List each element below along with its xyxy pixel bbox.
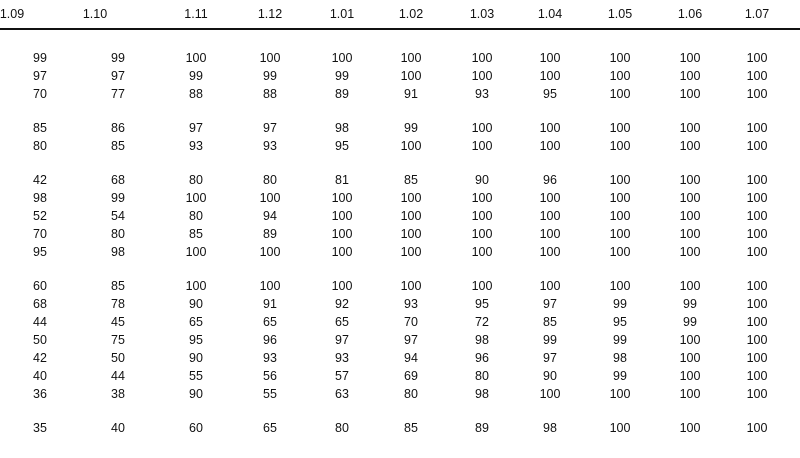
table-cell: 100 xyxy=(259,279,281,293)
table-cell: 95 xyxy=(189,333,203,347)
table-cell: 100 xyxy=(679,139,701,153)
column-header: 1.10 xyxy=(82,7,108,21)
table-cell: 90 xyxy=(189,351,203,365)
table-cell: 70 xyxy=(33,87,47,101)
table-row xyxy=(0,244,800,262)
table-cell: 85 xyxy=(404,173,418,187)
table-cell: 100 xyxy=(679,191,701,205)
table-cell: 42 xyxy=(33,351,47,365)
table-cell: 68 xyxy=(111,173,125,187)
table-cell: 100 xyxy=(471,69,493,83)
table-cell: 100 xyxy=(679,333,701,347)
table-row xyxy=(0,296,800,314)
table-cell: 63 xyxy=(335,387,349,401)
table-row xyxy=(0,420,800,438)
table-cell: 93 xyxy=(189,139,203,153)
table-row xyxy=(0,190,800,208)
table-cell: 97 xyxy=(543,351,557,365)
table-cell: 98 xyxy=(613,351,627,365)
table-cell: 100 xyxy=(679,173,701,187)
table-cell: 100 xyxy=(746,245,768,259)
column-header: 1.02 xyxy=(398,7,424,21)
table-cell: 78 xyxy=(111,297,125,311)
table-cell: 97 xyxy=(543,297,557,311)
table-cell: 36 xyxy=(33,387,47,401)
table-cell: 100 xyxy=(471,121,493,135)
table-cell: 100 xyxy=(400,209,422,223)
table-cell: 100 xyxy=(471,279,493,293)
table-cell: 100 xyxy=(400,69,422,83)
table-cell: 55 xyxy=(263,387,277,401)
table-cell: 100 xyxy=(471,227,493,241)
table-cell: 44 xyxy=(111,369,125,383)
table-cell: 99 xyxy=(683,315,697,329)
table-cell: 52 xyxy=(33,209,47,223)
table-row xyxy=(0,350,800,368)
table-row xyxy=(0,226,800,244)
table-cell: 100 xyxy=(746,139,768,153)
table-cell: 80 xyxy=(111,227,125,241)
table-cell: 80 xyxy=(263,173,277,187)
table-cell: 100 xyxy=(746,351,768,365)
table-cell: 96 xyxy=(543,173,557,187)
table-cell: 100 xyxy=(539,387,561,401)
table-row xyxy=(0,138,800,156)
table-cell: 85 xyxy=(404,421,418,435)
table-cell: 86 xyxy=(111,121,125,135)
table-cell: 85 xyxy=(33,121,47,135)
table-cell: 100 xyxy=(679,387,701,401)
table-row xyxy=(0,208,800,226)
column-header: 1.09 xyxy=(0,7,25,21)
table-cell: 100 xyxy=(185,245,207,259)
table-row xyxy=(0,50,800,68)
table-cell: 100 xyxy=(539,191,561,205)
table-cell: 70 xyxy=(404,315,418,329)
table-cell: 100 xyxy=(746,209,768,223)
table-cell: 100 xyxy=(400,227,422,241)
table-cell: 80 xyxy=(475,369,489,383)
table-cell: 93 xyxy=(263,351,277,365)
table-cell: 75 xyxy=(111,333,125,347)
table-cell: 90 xyxy=(189,297,203,311)
table-cell: 100 xyxy=(746,87,768,101)
table-cell: 100 xyxy=(539,245,561,259)
table-row xyxy=(0,120,800,138)
table-cell: 96 xyxy=(475,351,489,365)
table-cell: 91 xyxy=(404,87,418,101)
column-header: 1.07 xyxy=(744,7,770,21)
table-cell: 97 xyxy=(335,333,349,347)
table-cell: 89 xyxy=(335,87,349,101)
table-cell: 91 xyxy=(263,297,277,311)
table-cell: 100 xyxy=(331,245,353,259)
table-cell: 88 xyxy=(263,87,277,101)
table-cell: 85 xyxy=(111,279,125,293)
table-cell: 54 xyxy=(111,209,125,223)
table-header-row xyxy=(0,6,800,24)
table-cell: 99 xyxy=(263,69,277,83)
table-cell: 100 xyxy=(331,51,353,65)
table-cell: 100 xyxy=(259,245,281,259)
table-cell: 100 xyxy=(539,227,561,241)
table-cell: 100 xyxy=(331,279,353,293)
table-cell: 100 xyxy=(679,421,701,435)
table-row xyxy=(0,332,800,350)
table-cell: 100 xyxy=(609,69,631,83)
table-cell: 69 xyxy=(404,369,418,383)
table-cell: 90 xyxy=(475,173,489,187)
table-cell: 88 xyxy=(189,87,203,101)
table-cell: 99 xyxy=(613,297,627,311)
column-header: 1.12 xyxy=(257,7,283,21)
table-cell: 100 xyxy=(400,245,422,259)
table-row xyxy=(0,368,800,386)
table-cell: 94 xyxy=(404,351,418,365)
table-cell: 97 xyxy=(111,69,125,83)
table-cell: 100 xyxy=(185,279,207,293)
table-cell: 100 xyxy=(609,51,631,65)
table-cell: 100 xyxy=(746,191,768,205)
table-cell: 65 xyxy=(263,421,277,435)
table-cell: 100 xyxy=(539,121,561,135)
table-row xyxy=(0,172,800,190)
table-cell: 100 xyxy=(746,173,768,187)
table-cell: 99 xyxy=(189,69,203,83)
table-cell: 100 xyxy=(609,191,631,205)
table-cell: 100 xyxy=(471,209,493,223)
table-cell: 98 xyxy=(475,387,489,401)
table-cell: 89 xyxy=(263,227,277,241)
table-cell: 100 xyxy=(746,315,768,329)
table-cell: 98 xyxy=(335,121,349,135)
table-cell: 40 xyxy=(111,421,125,435)
table-cell: 98 xyxy=(33,191,47,205)
table-cell: 40 xyxy=(33,369,47,383)
table-row xyxy=(0,86,800,104)
table-cell: 100 xyxy=(746,333,768,347)
table-cell: 80 xyxy=(404,387,418,401)
table-cell: 95 xyxy=(543,87,557,101)
table-cell: 100 xyxy=(679,51,701,65)
table-cell: 100 xyxy=(471,191,493,205)
table-cell: 100 xyxy=(679,245,701,259)
table-cell: 55 xyxy=(189,369,203,383)
table-row xyxy=(0,314,800,332)
table-cell: 100 xyxy=(259,51,281,65)
table-cell: 100 xyxy=(679,279,701,293)
table-cell: 60 xyxy=(189,421,203,435)
table-cell: 100 xyxy=(331,191,353,205)
table-cell: 100 xyxy=(609,245,631,259)
table-cell: 100 xyxy=(609,139,631,153)
table-cell: 100 xyxy=(679,69,701,83)
table-cell: 95 xyxy=(335,139,349,153)
table-cell: 100 xyxy=(539,69,561,83)
table-cell: 72 xyxy=(475,315,489,329)
table-cell: 85 xyxy=(189,227,203,241)
table-cell: 100 xyxy=(331,209,353,223)
column-header: 1.06 xyxy=(677,7,703,21)
table-cell: 100 xyxy=(539,279,561,293)
table-cell: 45 xyxy=(111,315,125,329)
table-cell: 100 xyxy=(679,121,701,135)
table-cell: 100 xyxy=(331,227,353,241)
table-cell: 100 xyxy=(259,191,281,205)
table-cell: 92 xyxy=(335,297,349,311)
table-cell: 68 xyxy=(33,297,47,311)
table-cell: 100 xyxy=(609,173,631,187)
table-cell: 93 xyxy=(263,139,277,153)
table-cell: 96 xyxy=(263,333,277,347)
table-cell: 65 xyxy=(263,315,277,329)
table-row xyxy=(0,386,800,404)
table-cell: 100 xyxy=(400,191,422,205)
table-cell: 100 xyxy=(746,121,768,135)
table-cell: 85 xyxy=(543,315,557,329)
table-cell: 77 xyxy=(111,87,125,101)
table-cell: 89 xyxy=(475,421,489,435)
table-cell: 90 xyxy=(543,369,557,383)
table-cell: 100 xyxy=(609,227,631,241)
table-cell: 100 xyxy=(746,387,768,401)
table-cell: 100 xyxy=(539,209,561,223)
table-cell: 93 xyxy=(335,351,349,365)
table-cell: 38 xyxy=(111,387,125,401)
table-cell: 100 xyxy=(746,69,768,83)
table-cell: 100 xyxy=(746,297,768,311)
table-cell: 100 xyxy=(471,245,493,259)
table-row xyxy=(0,68,800,86)
table-cell: 85 xyxy=(111,139,125,153)
table-cell: 81 xyxy=(335,173,349,187)
table-cell: 50 xyxy=(111,351,125,365)
table-cell: 99 xyxy=(111,191,125,205)
table-cell: 100 xyxy=(185,51,207,65)
table-cell: 100 xyxy=(539,139,561,153)
table-cell: 90 xyxy=(189,387,203,401)
table-cell: 80 xyxy=(189,209,203,223)
column-header: 1.11 xyxy=(184,7,208,21)
column-header: 1.05 xyxy=(607,7,633,21)
table-cell: 99 xyxy=(33,51,47,65)
table-cell: 42 xyxy=(33,173,47,187)
table-cell: 100 xyxy=(609,87,631,101)
table-cell: 97 xyxy=(263,121,277,135)
table-cell: 98 xyxy=(111,245,125,259)
table-cell: 56 xyxy=(263,369,277,383)
table-cell: 100 xyxy=(609,387,631,401)
table-cell: 93 xyxy=(404,297,418,311)
table-cell: 100 xyxy=(679,209,701,223)
table-row xyxy=(0,278,800,296)
table-cell: 95 xyxy=(475,297,489,311)
table-cell: 94 xyxy=(263,209,277,223)
table-cell: 100 xyxy=(746,227,768,241)
column-header: 1.04 xyxy=(537,7,563,21)
table-cell: 99 xyxy=(404,121,418,135)
table-cell: 80 xyxy=(33,139,47,153)
table-cell: 100 xyxy=(185,191,207,205)
table-cell: 100 xyxy=(746,279,768,293)
table-cell: 80 xyxy=(335,421,349,435)
table-cell: 99 xyxy=(335,69,349,83)
table-cell: 100 xyxy=(400,51,422,65)
table-cell: 97 xyxy=(33,69,47,83)
table-cell: 99 xyxy=(613,333,627,347)
table-cell: 70 xyxy=(33,227,47,241)
table-cell: 99 xyxy=(683,297,697,311)
table-cell: 80 xyxy=(189,173,203,187)
table-cell: 100 xyxy=(609,121,631,135)
table-cell: 98 xyxy=(543,421,557,435)
table-cell: 100 xyxy=(400,279,422,293)
table-cell: 100 xyxy=(679,369,701,383)
table-cell: 57 xyxy=(335,369,349,383)
table-cell: 100 xyxy=(400,139,422,153)
table-cell: 99 xyxy=(111,51,125,65)
table-cell: 95 xyxy=(613,315,627,329)
table-cell: 100 xyxy=(746,421,768,435)
column-header: 1.01 xyxy=(329,7,355,21)
table-cell: 100 xyxy=(471,51,493,65)
table-cell: 60 xyxy=(33,279,47,293)
table-cell: 100 xyxy=(609,279,631,293)
table-cell: 35 xyxy=(33,421,47,435)
table-cell: 100 xyxy=(609,421,631,435)
table-cell: 100 xyxy=(471,139,493,153)
table-cell: 100 xyxy=(679,227,701,241)
table-cell: 99 xyxy=(613,369,627,383)
table-cell: 100 xyxy=(746,51,768,65)
header-rule xyxy=(0,28,800,30)
table-cell: 97 xyxy=(189,121,203,135)
table-cell: 93 xyxy=(475,87,489,101)
table-cell: 44 xyxy=(33,315,47,329)
table-cell: 98 xyxy=(475,333,489,347)
table-cell: 50 xyxy=(33,333,47,347)
table-cell: 100 xyxy=(609,209,631,223)
table-cell: 97 xyxy=(404,333,418,347)
table-cell: 100 xyxy=(679,351,701,365)
table-cell: 100 xyxy=(679,87,701,101)
table-cell: 100 xyxy=(539,51,561,65)
column-header: 1.03 xyxy=(469,7,495,21)
table-cell: 99 xyxy=(543,333,557,347)
table-cell: 100 xyxy=(746,369,768,383)
table-cell: 65 xyxy=(189,315,203,329)
table-cell: 65 xyxy=(335,315,349,329)
table-cell: 95 xyxy=(33,245,47,259)
